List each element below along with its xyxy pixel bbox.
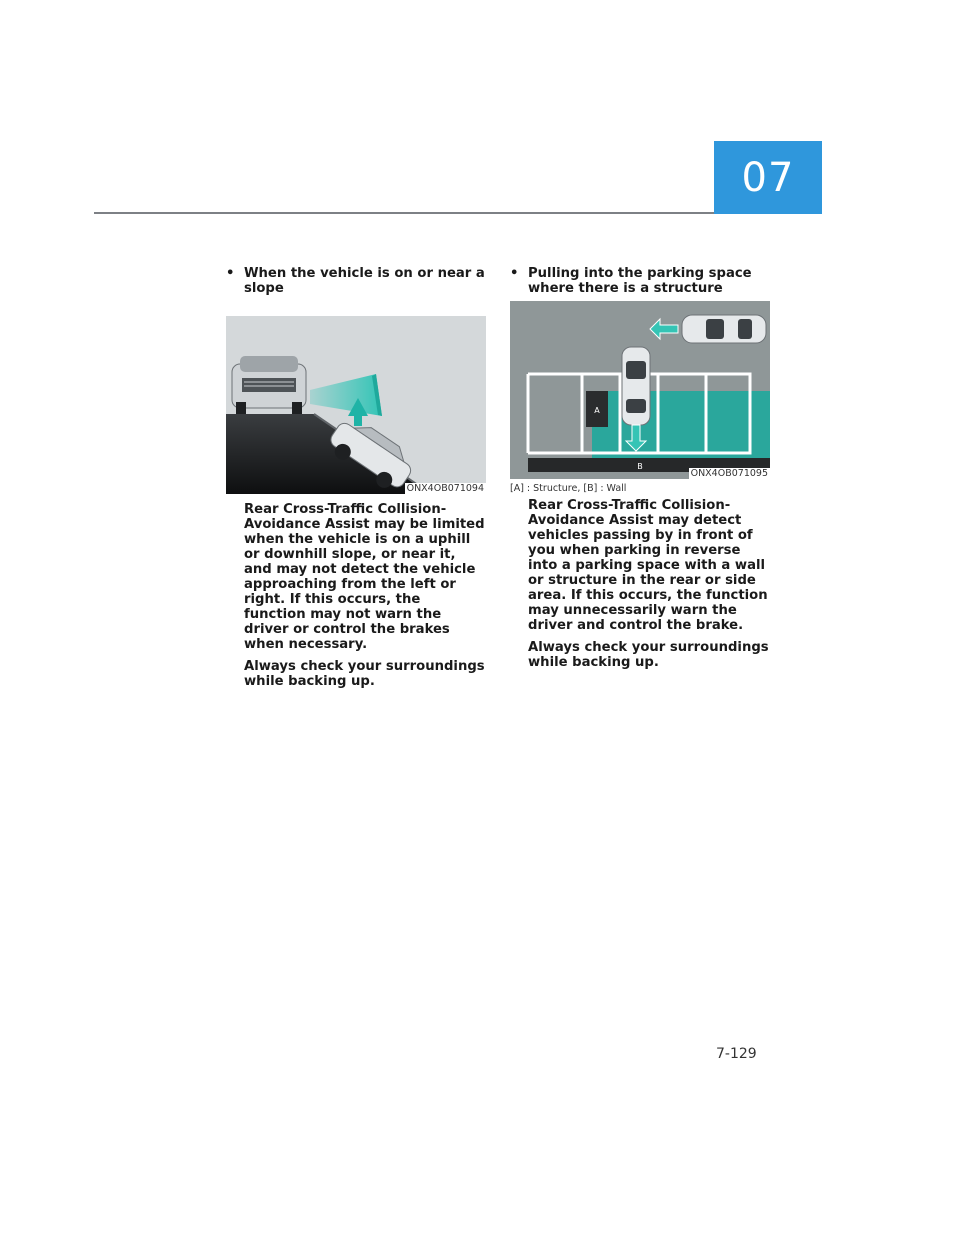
slope-figure — [226, 316, 486, 494]
bullet-slope — [226, 266, 486, 296]
header-rule — [94, 212, 714, 214]
left-column — [226, 266, 486, 689]
right-column — [510, 266, 772, 670]
figure-caption: [A] : Structure, [B] : Wall — [510, 483, 627, 494]
label-a: A — [594, 406, 600, 415]
parking-figure — [510, 301, 770, 479]
chapter-number: 07 — [741, 154, 795, 201]
passing-car — [682, 315, 766, 343]
figure-code: ONX4OB071095 — [690, 468, 768, 479]
body-paragraph: Rear Cross-Traffic Collision-Avoidance Assist may be limited when the vehicle is on a uphill or downhill slope, or near it, and may not detect the vehicle approaching from the left or right. If this occurs, the function may not warn the driver or control the brakes when necessary. — [244, 502, 485, 652]
reversing-car — [622, 347, 650, 425]
body-paragraph: Always check your surroundings while backing up. — [528, 640, 769, 670]
body-paragraph: Rear Cross-Traffic Collision-Avoidance Assist may detect vehicles passing by in front of you when parking in reverse into a parking space with a wall or structure in the rear or side area. If this occurs, the function may unnecessarily warn the driver and control the brake. — [528, 498, 768, 633]
bullet-text: When the vehicle is on or near a slope — [244, 266, 485, 296]
figure-code: ONX4OB071094 — [406, 483, 484, 494]
label-b: B — [637, 462, 643, 471]
page-number: 7-129 — [716, 1046, 757, 1062]
body-paragraph: Always check your surroundings while backing up. — [244, 659, 485, 689]
bullet-text: Pulling into the parking space where there is a structure — [528, 266, 752, 296]
bullet-structure — [510, 266, 772, 296]
bullet-dot: • — [226, 266, 235, 281]
chapter-tab — [714, 141, 822, 214]
top-vehicle — [232, 356, 306, 414]
bullet-dot: • — [510, 266, 519, 281]
slope-illustration — [226, 316, 486, 494]
parking-illustration — [510, 301, 770, 479]
